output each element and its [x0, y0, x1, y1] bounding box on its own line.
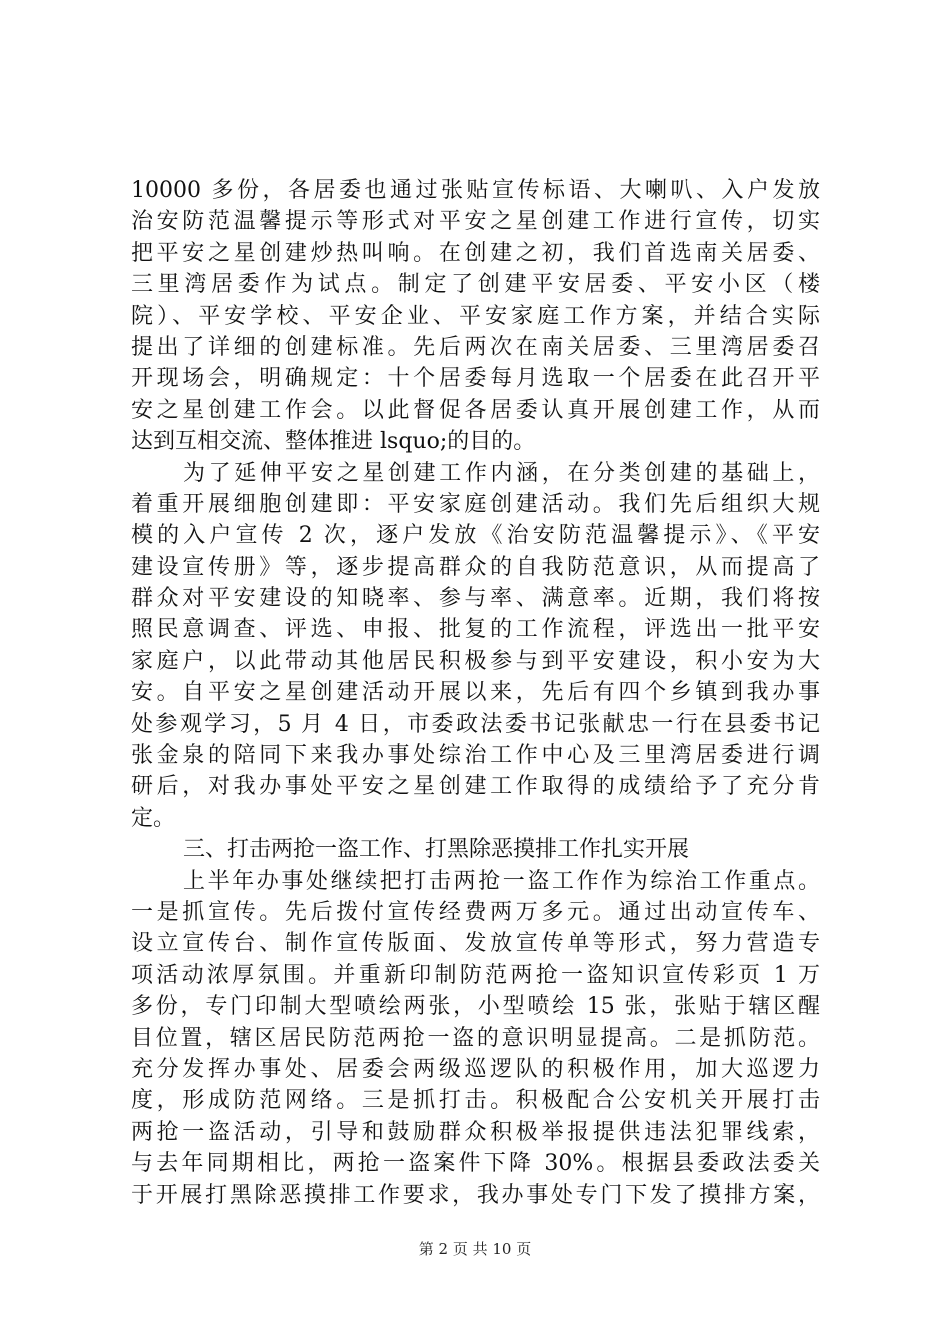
document-page — [131, 175, 820, 1211]
text-line: 模的入户宣传 2 次，逐户发放《治安防范温馨提示》、《平安 — [131, 523, 820, 549]
text-line: 度，形成防范网络。三是抓打击。积极配合公安机关开展打击 — [131, 1088, 820, 1114]
text-line: 上半年办事处继续把打击两抢一盗工作作为综治工作重点。 — [183, 868, 820, 894]
text-line: 院）、平安学校、平安企业、平安家庭工作方案，并结合实际 — [131, 303, 820, 329]
text-line: 设立宣传台、制作宣传版面、发放宣传单等形式，努力营造专 — [131, 931, 820, 957]
text-line: 开现场会，明确规定：十个居委每月选取一个居委在此召开平 — [131, 366, 820, 392]
text-line: 张金泉的陪同下来我办事处综治工作中心及三里湾居委进行调 — [131, 743, 820, 769]
heading-text: 三、打击两抢一盗工作、打黑除恶摸排工作扎实开展 — [183, 837, 690, 863]
paragraph-safe-family — [131, 458, 820, 835]
text-line: 目位置，辖区居民防范两抢一盗的意识明显提高。二是抓防范。 — [131, 1025, 820, 1051]
paragraph-crackdown — [131, 866, 820, 1211]
text-line: 安。自平安之星创建活动开展以来，先后有四个乡镇到我办事 — [131, 680, 820, 706]
text-line: 家庭户，以此带动其他居民积极参与到平安建设，积小安为大 — [131, 648, 820, 674]
text-line: 处参观学习，5 月 4 日，市委政法委书记张献忠一行在县委书记 — [131, 711, 820, 737]
text-line: 与去年同期相比，两抢一盗案件下降 30%。根据县委政法委关 — [131, 1151, 820, 1177]
text-line: 着重开展细胞创建即：平安家庭创建活动。我们先后组织大规 — [131, 491, 820, 517]
text-line: 安之星创建工作会。以此督促各居委认真开展创建工作，从而 — [131, 397, 820, 423]
text-line: 定。 — [131, 805, 176, 831]
text-line: 一是抓宣传。先后拨付宣传经费两万多元。通过出动宣传车、 — [131, 899, 820, 925]
text-line: 建设宣传册》等，逐步提高群众的自我防范意识，从而提高了 — [131, 554, 820, 580]
section-heading — [131, 834, 820, 865]
text-line: 多份，专门印制大型喷绘两张，小型喷绘 15 张，张贴于辖区醒 — [131, 994, 820, 1020]
text-line: 照民意调查、评选、申报、批复的工作流程，评选出一批平安 — [131, 617, 820, 643]
paragraph-continuation — [131, 175, 820, 458]
text-line: 为了延伸平安之星创建工作内涵，在分类创建的基础上， — [183, 460, 820, 486]
text-line: 研后，对我办事处平安之星创建工作取得的成绩给予了充分肯 — [131, 774, 820, 800]
text-line: 于开展打黑除恶摸排工作要求，我办事处专门下发了摸排方案， — [131, 1182, 820, 1208]
text-line: 群众对平安建设的知晓率、参与率、满意率。近期，我们将按 — [131, 586, 820, 612]
text-line: 提出了详细的创建标准。先后两次在南关居委、三里湾居委召 — [131, 334, 820, 360]
text-line: 把平安之星创建炒热叫响。在创建之初，我们首选南关居委、 — [131, 240, 820, 266]
page-number: 第 2 页 共 10 页 — [418, 1240, 532, 1258]
text-line: 三里湾居委作为试点。制定了创建平安居委、平安小区（楼 — [131, 272, 820, 298]
text-line: 充分发挥办事处、居委会两级巡逻队的积极作用，加大巡逻力 — [131, 1056, 820, 1082]
page-footer — [0, 1238, 950, 1259]
text-line: 两抢一盗活动，引导和鼓励群众积极举报提供违法犯罪线索， — [131, 1119, 820, 1145]
text-line: 10000 多份，各居委也通过张贴宣传标语、大喇叭、入户发放 — [131, 178, 820, 203]
text-line: 项活动浓厚氛围。并重新印制防范两抢一盗知识宣传彩页 1 万 — [131, 962, 820, 988]
text-line: 达到互相交流、整体推进 lsquo;的目的。 — [131, 429, 536, 455]
text-line: 治安防范温馨提示等形式对平安之星创建工作进行宣传，切实 — [131, 209, 820, 235]
